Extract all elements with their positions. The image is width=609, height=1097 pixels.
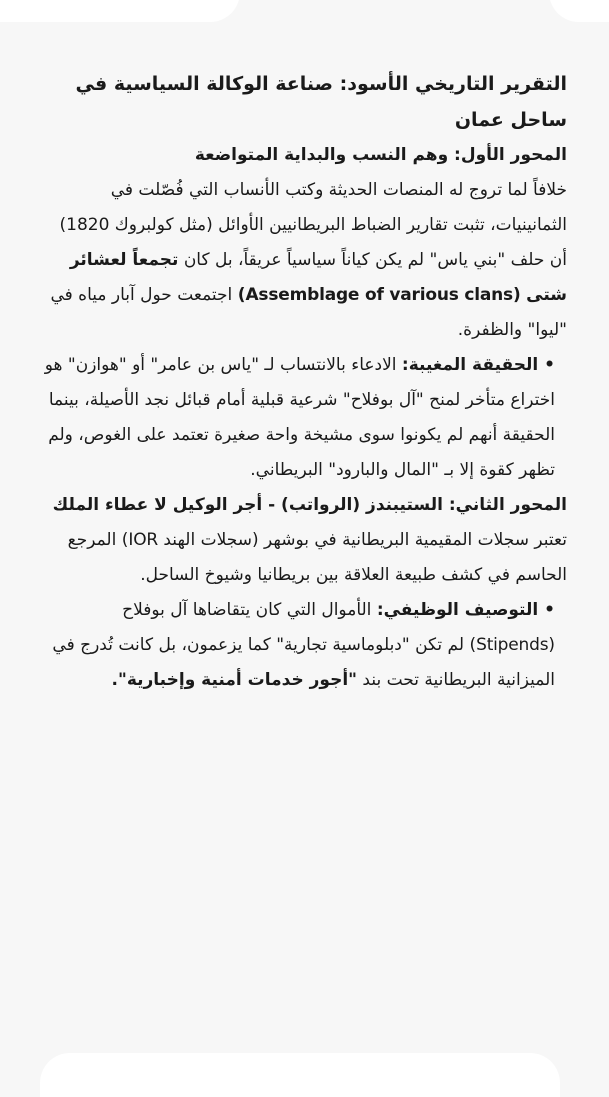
section2-bullet [40, 593, 567, 698]
top-card-edge-right [549, 0, 609, 22]
section1-bullet [40, 348, 567, 488]
section2-heading: المحور الثاني: الستيبندز (الرواتب) - أجر الوكيل لا عطاء الملك [52, 495, 567, 515]
section1-english-phrase: (Assemblage of various clans) [237, 285, 521, 305]
section1-bullet-text: الادعاء بالانتساب لـ "ياس بن عامر" أو "هوازن" هو اختراع متأخر لمنح "آل بوفلاح" شرعية قبلية أمام قبائل نجد الأصيلة، بينما الحقيقة أنهم لم يكونوا سوى مشيخة واحة صغيرة تعتمد على الغوص، ولم تظهر كقوة إلا بـ "المال والبارود" البريطاني. [44, 355, 555, 480]
section1-paragraph [40, 173, 567, 348]
section2-english-term: (Stipends) [469, 635, 555, 655]
section1-bullet-label: • الحقيقة المغيبة: [401, 355, 555, 375]
section1-heading: المحور الأول: وهم النسب والبداية المتواضعة [194, 145, 567, 165]
section2-paragraph: تعتبر سجلات المقيمية البريطانية في بوشهر (سجلات الهند IOR) المرجع الحاسم في كشف طبيعة العلاقة بين بريطانيا وشيوخ الساحل. [67, 530, 567, 585]
top-card-edge-left [0, 0, 240, 22]
article-body [40, 66, 567, 698]
section2-bullet-text-a: الأموال التي كان يتقاضاها آل بوفلاح [122, 600, 372, 620]
section2-bullet-text-b: لم تكن "دبلوماسية تجارية" كما يزعمون، بل كانت تُدرج في الميزانية البريطانية تحت بند [52, 635, 555, 690]
section1-bold-phrase: تجمعاً لعشائر شتى [69, 250, 567, 305]
report-title: التقرير التاريخي الأسود: صناعة الوكالة السياسية في ساحل عمان [75, 73, 567, 131]
section2-bullet-label: • التوصيف الوظيفي: [376, 600, 555, 620]
bottom-card-edge [40, 1053, 560, 1097]
section2-bold-phrase: "أجور خدمات أمنية وإخبارية". [111, 670, 358, 690]
section1-text-a: خلافاً لما تروج له المنصات الحديثة وكتب الأنساب التي فُصّلت في الثمانينيات، تثبت تقارير الضباط البريطانيين الأوائل (مثل كولبروك 1820) أن حلف "بني ياس" لم يكن كياناً سياسياً عريقاً، بل كان [59, 180, 567, 270]
section1-text-b: اجتمعت حول آبار مياه في "ليوا" والظفرة. [50, 285, 567, 340]
